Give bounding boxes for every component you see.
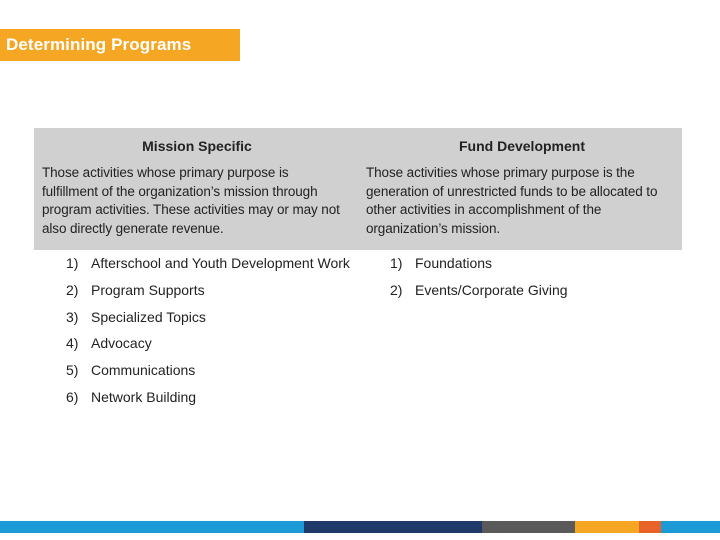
list-item (390, 280, 568, 307)
list-item-number: 1) (66, 255, 79, 271)
list-item-number: 5) (66, 362, 79, 379)
list-item (66, 280, 350, 307)
slide-title: Determining Programs (6, 35, 192, 54)
list-item (66, 360, 350, 387)
list-item-label: Foundations (415, 255, 493, 271)
fund-column (366, 128, 678, 238)
list-item-label: Program Supports (91, 281, 205, 298)
footer-segment (482, 521, 575, 533)
list-item-label: Specialized Topics (91, 308, 206, 325)
list-item (66, 253, 350, 280)
mission-description: Those activities whose primary purpose is fulfillment of the organization’s mission through program activities. These activities may or may not also directly generate revenue. (42, 165, 340, 236)
footer-segment (304, 521, 482, 533)
footer-segment (0, 521, 304, 533)
list-item-number: 2) (66, 281, 79, 298)
list-item-number: 6) (66, 388, 79, 405)
list-item (390, 253, 568, 280)
footer-color-bar (0, 521, 720, 533)
mission-column (42, 128, 342, 238)
fund-list (390, 253, 568, 307)
mission-list (66, 253, 350, 414)
fund-heading: Fund Development (458, 138, 585, 154)
list-item-label: Network Building (91, 388, 197, 405)
mission-heading: Mission Specific (142, 138, 252, 154)
fund-description: Those activities whose primary purpose is the generation of unrestricted funds to be allocated to other activities in accomplishment of the organization’s mission. (366, 165, 658, 236)
list-item (66, 387, 350, 414)
list-item-number: 3) (66, 308, 79, 325)
list-item-number: 1) (390, 255, 403, 271)
list-item-label: Events/Corporate Giving (415, 281, 568, 298)
list-item (66, 307, 350, 334)
list-item-label: Afterschool and Youth Development Work (91, 255, 350, 271)
list-item (66, 333, 350, 360)
footer-segment (639, 521, 661, 533)
list-item-label: Communications (91, 362, 196, 379)
title-bar (0, 29, 240, 61)
footer-segment (661, 521, 720, 533)
list-item-label: Advocacy (91, 335, 152, 352)
list-item-number: 4) (66, 335, 79, 352)
footer-segment (575, 521, 639, 533)
list-item-number: 2) (390, 281, 403, 298)
